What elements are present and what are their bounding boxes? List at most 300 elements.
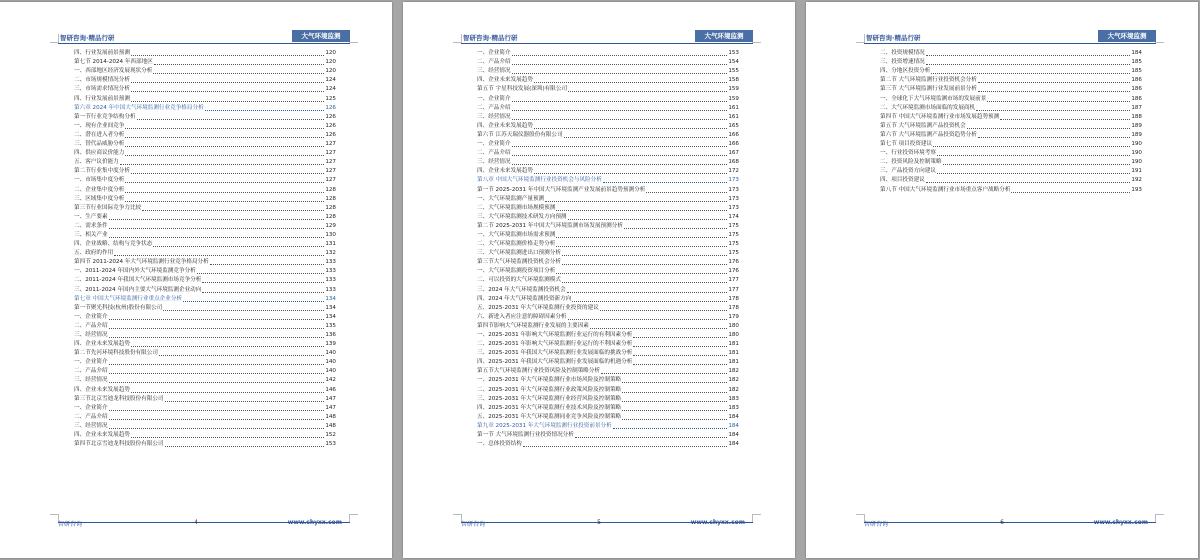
toc-entry-title: 第六章 2024 年中国大气环境监测行业竞争格局分析 (74, 104, 204, 111)
toc-dot-leader (967, 128, 1131, 129)
toc-dot-leader (978, 91, 1130, 92)
toc-entry-page: 127 (325, 177, 336, 184)
toc-entry-title: 二、2025-2031 年影响大气环境监测行业运行的不利因素分析 (477, 341, 633, 348)
toc-dot-leader (633, 337, 727, 338)
toc-entry[interactable] (477, 413, 739, 422)
toc-entry[interactable] (74, 94, 336, 103)
toc-entry-title: 第三节 大气环境监测行业发展前景分析 (880, 86, 977, 93)
toc-dot-leader (633, 346, 727, 347)
toc-entry-title: 第二节 2025-2031 年中国大气环境监测市场发展预测分析 (477, 222, 623, 229)
toc-entry-page: 186 (1131, 77, 1142, 84)
toc-entry-title: 四、2024 年大气环境监测投资新方向 (477, 295, 572, 302)
toc-dot-leader (131, 91, 324, 92)
toc-entry-title: 第三节北京雪迪龙科技股份有限公司 (74, 395, 164, 402)
toc-entry-page: 140 (325, 359, 336, 366)
toc-entry[interactable] (74, 258, 336, 267)
toc-dot-leader (109, 428, 325, 429)
toc-entry[interactable] (880, 94, 1142, 103)
toc-entry-page: 133 (325, 259, 336, 266)
toc-dot-leader (120, 164, 325, 165)
toc-entry-title: 第四节影响大气环境监测行业发展的主要因素 (477, 322, 589, 329)
toc-entry[interactable] (880, 176, 1142, 185)
toc-dot-leader (109, 364, 325, 365)
toc-entry-title: 第二节 大气环境监测行业投资机会分析 (880, 77, 977, 84)
toc-entry-page: 147 (325, 395, 336, 402)
toc-entry[interactable] (74, 349, 336, 358)
toc-entry[interactable] (477, 285, 739, 294)
toc-dot-leader (572, 301, 727, 302)
toc-entry[interactable] (74, 240, 336, 249)
toc-entry[interactable] (477, 122, 739, 131)
toc-entry[interactable] (74, 422, 336, 431)
toc-dot-leader (976, 110, 1130, 111)
toc-entry-page: 178 (728, 304, 739, 311)
toc-entry-title: 六、新进入者应注意的障碍因素分析 (477, 313, 567, 320)
toc-entry-title: 四、企业未来发展趋势 (74, 386, 130, 393)
toc-entry[interactable] (74, 413, 336, 422)
toc-entry-title: 四、行业发展前景预测 (74, 95, 130, 102)
toc-entry[interactable] (74, 167, 336, 176)
toc-entry[interactable] (74, 404, 336, 413)
toc-dot-leader (926, 55, 1131, 56)
toc-entry[interactable] (477, 49, 739, 58)
toc-entry[interactable] (74, 249, 336, 258)
toc-entry-page: 148 (325, 422, 336, 429)
toc-entry-title: 三、2025-2031 年我国大气环境监测行业发展面临的挑战分析 (477, 350, 633, 357)
toc-dot-leader (109, 373, 325, 374)
toc-entry-title: 第四节北京雪迪龙科技股份有限公司 (74, 441, 164, 448)
document-page-2[interactable] (403, 2, 795, 558)
toc-entry[interactable] (477, 140, 739, 149)
table-of-contents (880, 49, 1142, 195)
toc-entry[interactable] (74, 267, 336, 276)
toc-entry-page: 173 (728, 195, 739, 202)
toc-entry-title: 三、市场需求情况分析 (74, 86, 130, 93)
toc-entry[interactable] (74, 376, 336, 385)
toc-chapter-entry[interactable] (74, 104, 336, 113)
toc-entry-page: 128 (325, 204, 336, 211)
toc-dot-leader (109, 228, 325, 229)
toc-dot-leader (601, 373, 727, 374)
toc-entry[interactable] (477, 376, 739, 385)
toc-entry-title: 二、2025-2031 年大气环境监测行业政策风险及控制策略 (477, 386, 622, 393)
toc-entry[interactable] (880, 58, 1142, 67)
toc-entry-page: 127 (325, 159, 336, 166)
toc-dot-leader (567, 292, 728, 293)
toc-entry-page: 180 (728, 322, 739, 329)
toc-entry[interactable] (477, 349, 739, 358)
toc-entry-title: 四、企业战略、结构与竞争状态 (74, 241, 153, 248)
toc-entry[interactable] (880, 122, 1142, 131)
crop-mark (349, 34, 358, 43)
toc-entry-page: 124 (325, 86, 336, 93)
toc-entry[interactable] (880, 167, 1142, 176)
toc-entry-title: 一、企业简介 (74, 313, 108, 320)
toc-entry-title: 二、产品介绍 (477, 59, 511, 66)
footer-url: www.chyxx.com (690, 519, 745, 526)
toc-entry[interactable] (880, 185, 1142, 194)
toc-dot-leader (633, 355, 727, 356)
toc-entry[interactable] (74, 213, 336, 222)
crop-mark (1155, 34, 1164, 43)
toc-dot-leader (556, 210, 727, 211)
toc-dot-leader (131, 82, 324, 83)
toc-entry[interactable] (74, 49, 336, 58)
toc-dot-leader (109, 337, 325, 338)
toc-entry-title: 四、企业未来发展趋势 (74, 432, 130, 439)
toc-entry[interactable] (477, 76, 739, 85)
toc-entry[interactable] (74, 158, 336, 167)
toc-entry-title: 二、企业集中度分析 (74, 186, 125, 193)
toc-entry[interactable] (74, 122, 336, 131)
toc-entry[interactable] (74, 385, 336, 394)
toc-entry-page: 183 (728, 395, 739, 402)
toc-entry-title: 二、需求条件 (74, 222, 108, 229)
toc-entry-title: 一、大气环境监测产量预测 (477, 195, 545, 202)
toc-entry-title: 三、投资增速情况 (880, 59, 925, 66)
toc-entry-page: 166 (728, 131, 739, 138)
toc-entry-page: 139 (325, 341, 336, 348)
toc-entry-title: 三、产品投资方向建议 (880, 168, 936, 175)
toc-entry[interactable] (477, 395, 739, 404)
toc-dot-leader (568, 91, 727, 92)
toc-entry-page: 186 (1131, 86, 1142, 93)
toc-dot-leader (622, 392, 727, 393)
toc-dot-leader (512, 146, 728, 147)
toc-chapter-entry[interactable] (477, 176, 739, 185)
toc-entry[interactable] (880, 49, 1142, 58)
toc-entry-title: 第六节 江苏天瑞仪器股份有限公司 (477, 131, 563, 138)
toc-entry-page: 127 (325, 150, 336, 157)
toc-entry[interactable] (477, 340, 739, 349)
toc-entry-page: 189 (1131, 122, 1142, 129)
toc-dot-leader (568, 319, 728, 320)
toc-entry[interactable] (74, 276, 336, 285)
toc-entry-title: 三、2025-2031 年大气环境监测行业经营风险及控制策略 (477, 395, 622, 402)
toc-dot-leader (633, 364, 727, 365)
toc-entry[interactable] (74, 358, 336, 367)
toc-entry-page: 184 (728, 413, 739, 420)
toc-dot-leader (534, 82, 727, 83)
toc-entry-title: 第一节 大气环境监测行业投资情况分析 (477, 432, 574, 439)
toc-entry[interactable] (477, 367, 739, 376)
toc-entry[interactable] (477, 113, 739, 122)
toc-entry[interactable] (477, 431, 739, 440)
toc-entry[interactable] (477, 104, 739, 113)
toc-entry-page: 177 (728, 286, 739, 293)
toc-dot-leader (556, 237, 727, 238)
toc-entry[interactable] (477, 167, 739, 176)
header-logo: 智研咨询·精品行研 (60, 34, 115, 42)
toc-entry-page: 179 (728, 313, 739, 320)
toc-dot-leader (137, 119, 325, 120)
toc-entry-title: 四、2025-2031 年我国大气环境监测行业发展面临的机遇分析 (477, 359, 633, 366)
toc-entry-page: 181 (728, 341, 739, 348)
toc-dot-leader (512, 119, 728, 120)
toc-entry[interactable] (74, 231, 336, 240)
toc-entry[interactable] (477, 313, 739, 322)
toc-dot-leader (937, 155, 1130, 156)
toc-dot-leader (926, 64, 1131, 65)
toc-entry[interactable] (74, 367, 336, 376)
table-of-contents (477, 49, 739, 449)
toc-entry[interactable] (74, 322, 336, 331)
toc-dot-leader (205, 110, 325, 111)
toc-entry[interactable] (74, 331, 336, 340)
toc-entry-title: 四、行业发展前景预测 (74, 50, 130, 57)
toc-entry[interactable] (74, 340, 336, 349)
toc-entry[interactable] (74, 395, 336, 404)
toc-entry-page: 152 (325, 432, 336, 439)
toc-dot-leader (624, 228, 727, 229)
toc-entry[interactable] (880, 140, 1142, 149)
toc-entry[interactable] (880, 67, 1142, 76)
toc-dot-leader (556, 273, 727, 274)
toc-entry[interactable] (74, 440, 336, 449)
toc-entry-title: 第六节 大气环境监测产品投资趋势分析 (880, 131, 977, 138)
toc-dot-leader (109, 237, 325, 238)
toc-entry[interactable] (880, 149, 1142, 158)
toc-entry[interactable] (74, 285, 336, 294)
toc-entry[interactable] (477, 158, 739, 167)
toc-entry[interactable] (477, 185, 739, 194)
toc-entry-title: 二、潜在进入者分析 (74, 131, 125, 138)
toc-dot-leader (512, 101, 728, 102)
toc-entry[interactable] (74, 222, 336, 231)
document-page-1[interactable] (0, 2, 392, 558)
toc-entry[interactable] (477, 240, 739, 249)
toc-entry-title: 第一节聚光科技(杭州)股份有限公司 (74, 304, 163, 311)
toc-entry[interactable] (880, 85, 1142, 94)
toc-entry-page: 182 (728, 377, 739, 384)
toc-entry[interactable] (477, 331, 739, 340)
toc-entry-page: 184 (728, 441, 739, 448)
toc-entry[interactable] (880, 131, 1142, 140)
toc-entry-title: 四、供应商议价能力 (74, 150, 125, 157)
toc-entry-title: 一、企业简介 (477, 50, 511, 57)
toc-entry[interactable] (74, 113, 336, 122)
toc-entry-page: 140 (325, 350, 336, 357)
toc-entry[interactable] (477, 249, 739, 258)
footer-logo: 智研咨询 (58, 521, 83, 528)
toc-entry[interactable] (74, 185, 336, 194)
toc-entry-page: 173 (728, 186, 739, 193)
toc-entry-title: 第八节 中国大气环境监测行业市场重点客户战略分析 (880, 186, 1011, 193)
toc-entry-title: 一、企业简介 (74, 359, 108, 366)
toc-entry-title: 一、2025-2031 年大气环境监测行业市场风险及控制策略 (477, 377, 622, 384)
toc-entry[interactable] (74, 204, 336, 213)
toc-entry[interactable] (477, 322, 739, 331)
toc-dot-leader (202, 282, 324, 283)
toc-entry[interactable] (74, 140, 336, 149)
toc-entry[interactable] (74, 131, 336, 140)
toc-entry-page: 153 (728, 50, 739, 57)
toc-entry-title: 四、项目投资建议 (880, 177, 925, 184)
toc-entry[interactable] (477, 94, 739, 103)
toc-entry-title: 二、2011-2024 年我国大气环境监测市场竞争分析 (74, 277, 202, 284)
toc-entry-title: 第一节行业竞争结构分析 (74, 113, 136, 120)
page-number: 5 (597, 519, 601, 526)
toc-entry-page: 140 (325, 368, 336, 375)
toc-dot-leader (131, 173, 324, 174)
toc-entry[interactable] (477, 222, 739, 231)
toc-entry-page: 161 (728, 113, 739, 120)
toc-entry[interactable] (477, 67, 739, 76)
toc-dot-leader (131, 392, 324, 393)
toc-entry[interactable] (74, 431, 336, 440)
toc-entry[interactable] (477, 213, 739, 222)
toc-entry-page: 192 (1131, 177, 1142, 184)
toc-dot-leader (568, 219, 728, 220)
toc-dot-leader (131, 101, 324, 102)
toc-entry[interactable] (477, 131, 739, 140)
toc-entry[interactable] (477, 304, 739, 313)
toc-entry-title: 三、经营情况 (74, 422, 108, 429)
toc-entry[interactable] (74, 149, 336, 158)
toc-entry-title: 第七节 2014-2024 年西部地区 (74, 59, 153, 66)
toc-dot-leader (512, 155, 728, 156)
header-rule (864, 43, 1156, 44)
toc-entry-page: 183 (728, 404, 739, 411)
toc-entry-page: 191 (1131, 168, 1142, 175)
toc-entry-title: 第四节 2011-2024 年大气环境监测行业竞争格局分析 (74, 259, 209, 266)
toc-entry-page: 126 (325, 113, 336, 120)
toc-dot-leader (978, 137, 1130, 138)
toc-entry-page: 153 (325, 441, 336, 448)
toc-dot-leader (622, 382, 727, 383)
toc-dot-leader (109, 319, 325, 320)
toc-entry-page: 187 (1131, 104, 1142, 111)
toc-dot-leader (622, 401, 727, 402)
toc-dot-leader (125, 146, 324, 147)
footer-logo: 智研咨询 (461, 521, 486, 528)
document-page-3[interactable] (806, 2, 1198, 558)
toc-entry-page: 155 (728, 68, 739, 75)
toc-entry-title: 第三节行业国际竞争力比较 (74, 204, 142, 211)
toc-entry[interactable] (477, 149, 739, 158)
toc-entry[interactable] (74, 85, 336, 94)
toc-entry-title: 一、西部地区经济发展现状分析 (74, 68, 153, 75)
toc-entry-title: 第七节 项目投资建议 (880, 141, 933, 148)
toc-entry-title: 二、产品介绍 (477, 150, 511, 157)
toc-entry-title: 第一节 2025-2031 年中国大气环境监测产业发展前景趋势预测分析 (477, 186, 646, 193)
toc-dot-leader (931, 73, 1130, 74)
toc-dot-leader (109, 410, 325, 411)
toc-dot-leader (534, 128, 727, 129)
toc-entry-page: 124 (325, 77, 336, 84)
toc-dot-leader (125, 137, 324, 138)
toc-entry[interactable] (74, 195, 336, 204)
toc-dot-leader (926, 182, 1131, 183)
toc-entry[interactable] (477, 204, 739, 213)
toc-entry[interactable] (477, 58, 739, 67)
toc-dot-leader (210, 264, 325, 265)
toc-entry-page: 159 (728, 95, 739, 102)
toc-entry[interactable] (880, 113, 1142, 122)
toc-entry-page: 165 (728, 122, 739, 129)
toc-entry-page: 178 (728, 295, 739, 302)
toc-entry[interactable] (477, 231, 739, 240)
toc-entry-page: 133 (325, 286, 336, 293)
toc-dot-leader (202, 292, 324, 293)
toc-entry-page: 173 (728, 177, 739, 184)
toc-entry-title: 第五节 宇星科技发展(深圳)有限公司 (477, 86, 568, 93)
toc-entry-page: 176 (728, 268, 739, 275)
toc-dot-leader (125, 155, 324, 156)
toc-entry[interactable] (74, 176, 336, 185)
toc-entry[interactable] (477, 195, 739, 204)
toc-entry[interactable] (74, 304, 336, 313)
toc-entry-title: 三、2011-2024 年国内主要大气环境监测企业动向 (74, 286, 202, 293)
toc-entry-page: 184 (728, 422, 739, 429)
toc-entry-title: 三、相关产业 (74, 231, 108, 238)
toc-dot-leader (512, 55, 728, 56)
toc-entry-title: 一、企业简介 (477, 141, 511, 148)
toc-entry-page: 136 (325, 332, 336, 338)
toc-dot-leader (1011, 192, 1130, 193)
toc-entry-page: 120 (325, 68, 336, 75)
toc-entry-title: 第九章 2025-2031 年大气环境监测行业投资前景分析 (477, 422, 612, 429)
toc-entry[interactable] (477, 358, 739, 367)
toc-dot-leader (545, 201, 727, 202)
toc-dot-leader (534, 173, 727, 174)
toc-dot-leader (937, 173, 1130, 174)
toc-chapter-entry[interactable] (74, 295, 336, 304)
toc-entry-page: 173 (728, 204, 739, 211)
toc-entry[interactable] (477, 85, 739, 94)
toc-entry[interactable] (477, 385, 739, 394)
toc-entry[interactable] (477, 258, 739, 267)
toc-entry[interactable] (880, 104, 1142, 113)
toc-dot-leader (154, 64, 325, 65)
toc-entry-page: 167 (728, 150, 739, 157)
toc-dot-leader (183, 301, 324, 302)
header-title-tab: 大气环境监测 (695, 30, 753, 42)
toc-entry[interactable] (477, 295, 739, 304)
toc-dot-leader (943, 164, 1131, 165)
toc-dot-leader (562, 282, 727, 283)
toc-entry-title: 三、大气环境监测进出口预测分析 (477, 250, 561, 257)
toc-entry[interactable] (880, 158, 1142, 167)
header-rule (461, 43, 753, 44)
toc-dot-leader (109, 328, 325, 329)
toc-entry[interactable] (880, 76, 1142, 85)
toc-entry[interactable] (74, 76, 336, 85)
toc-entry[interactable] (477, 267, 739, 276)
toc-entry-title: 四、分地区投资分析 (880, 68, 931, 75)
toc-entry-title: 三、2024 年大气环境监测投资机会 (477, 286, 566, 293)
toc-dot-leader (600, 310, 728, 311)
toc-dot-leader (153, 246, 324, 247)
toc-entry[interactable] (74, 58, 336, 67)
toc-entry-page: 133 (325, 277, 336, 284)
toc-dot-leader (131, 55, 324, 56)
toc-entry-title: 一、2011-2024 年国内外大气环境监测竞争分析 (74, 268, 196, 275)
toc-entry[interactable] (477, 440, 739, 449)
toc-entry-title: 一、2025-2031 年影响大气环境监测行业运行的有利因素分析 (477, 332, 633, 338)
toc-entry[interactable] (477, 276, 739, 285)
toc-entry[interactable] (477, 404, 739, 413)
toc-entry[interactable] (74, 313, 336, 322)
toc-dot-leader (987, 101, 1130, 102)
toc-entry[interactable] (74, 67, 336, 76)
header-logo: 智研咨询·精品行研 (866, 34, 921, 42)
toc-dot-leader (125, 128, 324, 129)
toc-entry-title: 二、产品介绍 (477, 104, 511, 111)
toc-chapter-entry[interactable] (477, 422, 739, 431)
toc-entry-page: 190 (1131, 141, 1142, 148)
toc-dot-leader (978, 82, 1130, 83)
